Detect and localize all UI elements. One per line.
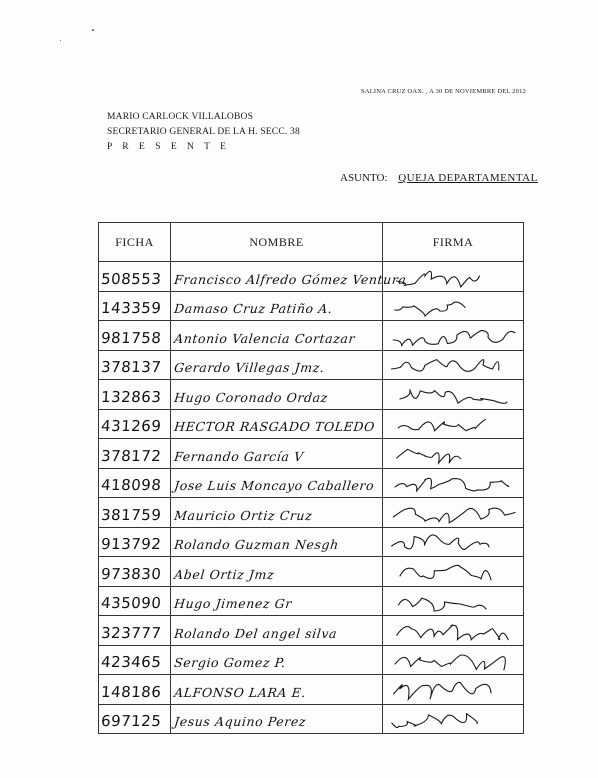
signature-scribble — [383, 322, 523, 350]
signature-scribble — [383, 676, 523, 704]
signature-scribble — [383, 558, 523, 586]
nombre-cell — [171, 321, 383, 351]
ficha-cell — [99, 675, 171, 705]
subject-label: ASUNTO: — [340, 172, 388, 184]
table-header-row — [99, 223, 524, 262]
handwritten-name: Rolando Del angel silva — [173, 625, 338, 641]
signature-scribble — [383, 587, 523, 615]
scan-speck — [92, 29, 94, 31]
ficha-number: 378137 — [100, 358, 162, 376]
firma-cell — [383, 527, 524, 557]
column-header-firma: FIRMA — [383, 223, 524, 262]
table-row — [99, 704, 524, 734]
handwritten-name: Fernando García V — [173, 448, 305, 464]
handwritten-name: Hugo Jimenez Gr — [173, 596, 293, 611]
signature-table — [98, 222, 524, 734]
nombre-cell — [171, 675, 383, 705]
ficha-number: 981758 — [100, 328, 162, 347]
handwritten-name: Damaso Cruz Patiño A. — [173, 301, 334, 316]
ficha-cell — [99, 380, 171, 410]
handwritten-name: Mauricio Ortiz Cruz — [173, 507, 314, 523]
firma-cell — [383, 704, 524, 734]
ficha-number: 508553 — [100, 269, 162, 288]
firma-cell — [383, 409, 524, 439]
table-row — [99, 498, 524, 528]
firma-cell — [383, 321, 524, 351]
table-row — [99, 321, 524, 351]
firma-cell — [383, 468, 524, 498]
ficha-number: 381759 — [100, 505, 162, 524]
ficha-number: 132863 — [100, 387, 162, 406]
scan-speck — [60, 40, 61, 41]
table-row — [99, 675, 524, 705]
firma-cell — [383, 439, 524, 469]
ficha-cell — [99, 586, 171, 616]
ficha-cell — [99, 468, 171, 498]
firma-cell — [383, 645, 524, 675]
ficha-cell — [99, 498, 171, 528]
ficha-number: 418098 — [100, 476, 162, 494]
ficha-cell — [99, 291, 171, 321]
nombre-cell — [171, 704, 383, 734]
ficha-cell — [99, 262, 171, 292]
table-row — [99, 586, 524, 616]
handwritten-name: Hugo Coronado Ordaz — [173, 389, 329, 405]
table-row — [99, 350, 524, 380]
handwritten-name: Rolando Guzman Nesgh — [173, 537, 340, 552]
ficha-number: 431269 — [100, 417, 162, 435]
signature-scribble — [383, 469, 523, 497]
ficha-number: 697125 — [100, 712, 162, 730]
ficha-cell — [99, 439, 171, 469]
column-header-ficha: FICHA — [99, 223, 171, 262]
subject-line — [340, 172, 538, 184]
nombre-cell — [171, 439, 383, 469]
nombre-cell — [171, 616, 383, 646]
handwritten-name: Jose Luis Moncayo Caballero — [173, 478, 376, 493]
firma-cell — [383, 350, 524, 380]
table-row — [99, 527, 524, 557]
nombre-cell — [171, 645, 383, 675]
greeting-presente: P R E S E N T E — [107, 142, 230, 152]
ficha-cell — [99, 409, 171, 439]
ficha-cell — [99, 557, 171, 587]
firma-cell — [383, 498, 524, 528]
table-row — [99, 262, 524, 292]
nombre-cell — [171, 468, 383, 498]
firma-cell — [383, 586, 524, 616]
ficha-number: 435090 — [100, 594, 162, 612]
table-row — [99, 439, 524, 469]
ficha-number: 423465 — [100, 653, 162, 671]
ficha-cell — [99, 704, 171, 734]
firma-cell — [383, 675, 524, 705]
ficha-number: 323777 — [100, 623, 162, 642]
ficha-cell — [99, 527, 171, 557]
ficha-number: 143359 — [100, 299, 162, 317]
signature-scribble — [383, 499, 523, 527]
column-header-nombre: NOMBRE — [171, 223, 383, 262]
nombre-cell — [171, 291, 383, 321]
table-row — [99, 616, 524, 646]
addressee-name: MARIO CARLOCK VILLALOBOS — [107, 112, 254, 122]
ficha-cell — [99, 616, 171, 646]
table-row — [99, 557, 524, 587]
nombre-cell — [171, 409, 383, 439]
nombre-cell — [171, 586, 383, 616]
table-row — [99, 291, 524, 321]
ficha-number: 913792 — [100, 535, 162, 553]
handwritten-name: HECTOR RASGADO TOLEDO — [173, 419, 376, 434]
signature-scribble — [383, 528, 523, 556]
ficha-cell — [99, 321, 171, 351]
nombre-cell — [171, 498, 383, 528]
signature-scribble — [383, 617, 523, 645]
handwritten-name: Sergio Gomez P. — [173, 655, 287, 670]
signature-scribble — [383, 705, 523, 733]
firma-cell — [383, 380, 524, 410]
nombre-cell — [171, 350, 383, 380]
date-line: SALINA CRUZ OAX. , A 30 DE NOVIEMBRE DEL 2012 — [361, 88, 526, 95]
ficha-cell — [99, 350, 171, 380]
nombre-cell — [171, 262, 408, 292]
ficha-number: 148186 — [100, 682, 162, 701]
addressee-title: SECRETARIO GENERAL DE LA H. SECC. 38 — [107, 127, 300, 137]
table-row — [99, 409, 524, 439]
nombre-cell — [171, 557, 383, 587]
ficha-cell — [99, 645, 171, 675]
subject-value: QUEJA DEPARTAMENTAL — [398, 172, 538, 184]
signature-scribble — [383, 646, 523, 674]
signature-scribble — [383, 292, 523, 320]
handwritten-name: Antonio Valencia Cortazar — [173, 330, 356, 346]
handwritten-name: Jesus Aquino Perez — [173, 714, 307, 729]
signature-scribble — [383, 351, 523, 379]
firma-cell — [383, 557, 524, 587]
table-row — [99, 468, 524, 498]
ficha-number: 973830 — [100, 564, 162, 583]
ficha-number: 378172 — [100, 446, 162, 465]
signature-scribble — [383, 410, 523, 438]
firma-cell — [383, 616, 524, 646]
nombre-cell — [171, 380, 383, 410]
handwritten-name: Gerardo Villegas Jmz. — [173, 360, 326, 375]
firma-cell — [383, 291, 524, 321]
signature-scribble — [383, 381, 523, 409]
nombre-cell — [171, 527, 383, 557]
handwritten-name: ALFONSO LARA E. — [173, 684, 307, 700]
handwritten-name: Francisco Alfredo Gómez Ventura — [173, 271, 408, 287]
signature-scribble — [383, 440, 523, 468]
table-body — [99, 262, 524, 734]
handwritten-name: Abel Ortiz Jmz — [173, 566, 276, 582]
table-row — [99, 645, 524, 675]
table-row — [99, 380, 524, 410]
